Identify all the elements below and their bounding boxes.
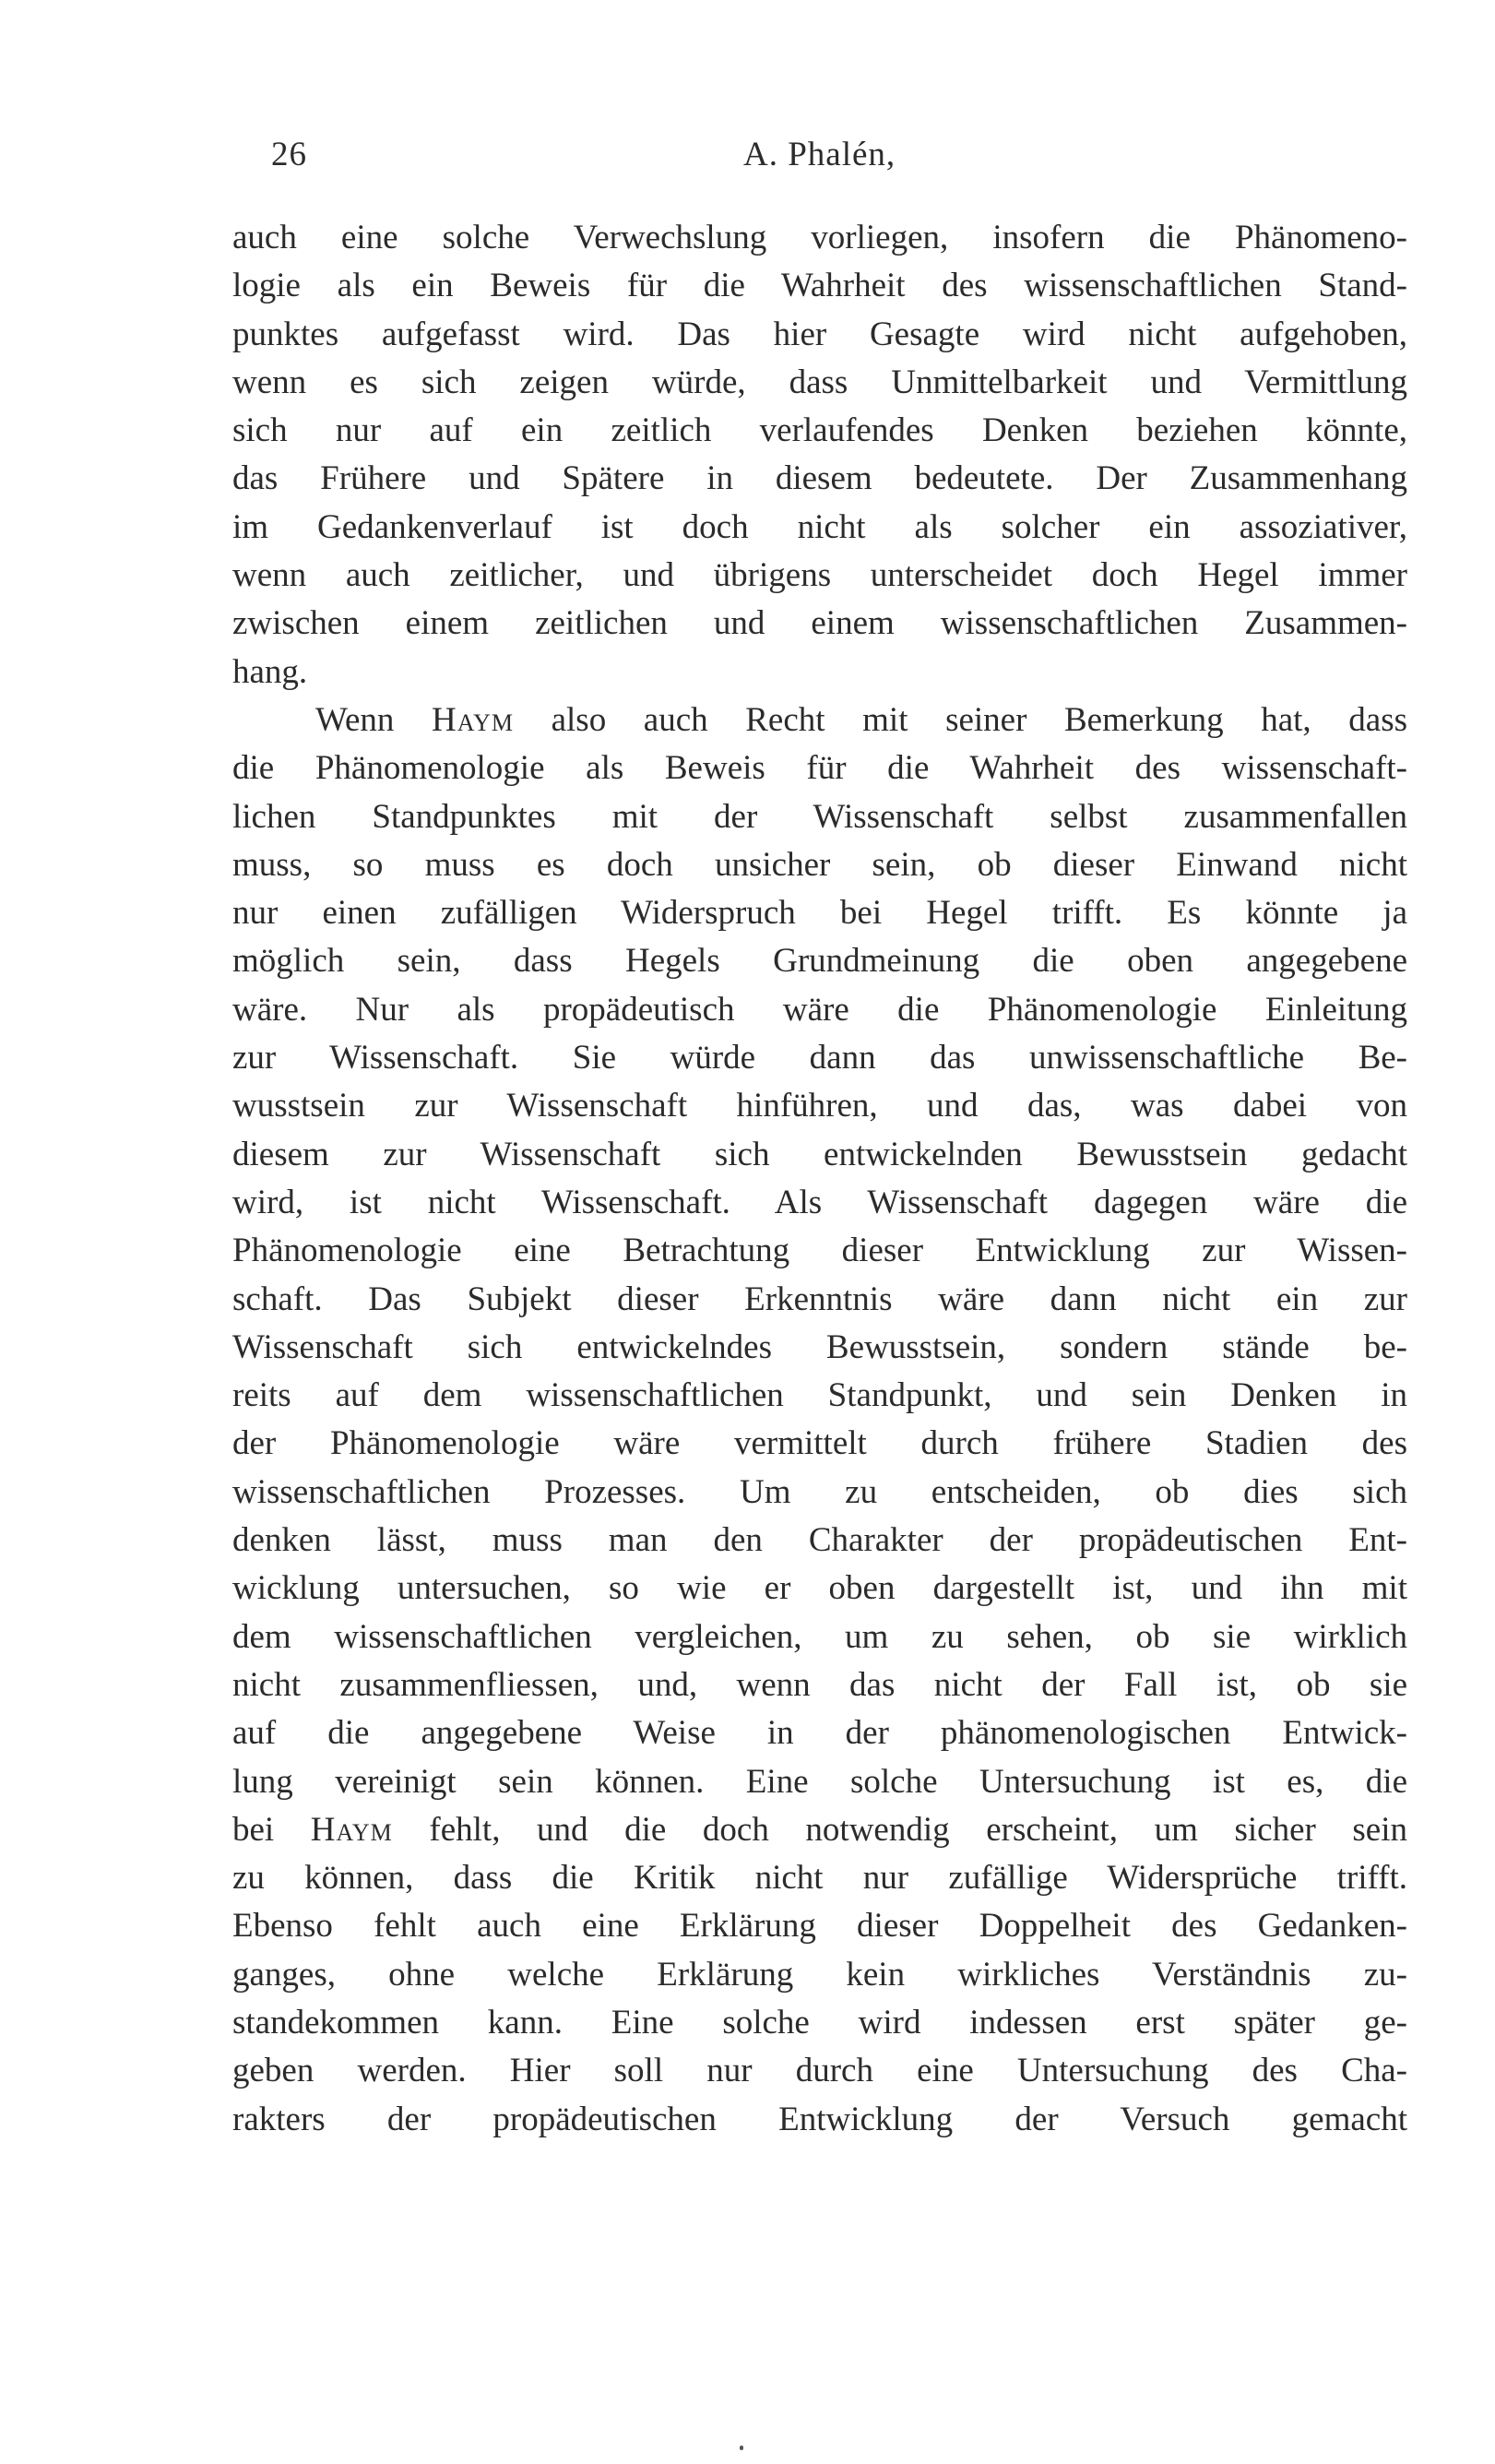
text-line: die Phänomenologie als Beweis für die Wahrheit des wissenschaft- <box>232 749 1407 788</box>
text-line <box>232 1806 1407 1854</box>
text-line: ganges, ohne welche Erklärung kein wirkliches Verständnis zu- <box>232 1955 1407 1994</box>
author-name-smallcaps: Haym <box>431 700 514 739</box>
text-line: auch eine solche Verwechslung vorliegen, insofern die Phänomeno- <box>232 219 1407 256</box>
text-line: wenn auch zeitlicher, und übrigens unterscheidet doch Hegel immer <box>232 556 1407 595</box>
text-line: Phänomenologie eine Betrachtung dieser Entwicklung zur Wissen- <box>232 1232 1407 1270</box>
text-line-segment: Wenn <box>315 700 432 739</box>
text-line: der Phänomenologie wäre vermittelt durch frühere Stadien des <box>232 1424 1407 1463</box>
text-line: im Gedankenverlauf ist doch nicht als solcher ein assoziativer, <box>232 507 1407 546</box>
text-line: dem wissenschaftlichen vergleichen, um zu sehen, ob sie wirklich <box>232 1617 1407 1656</box>
text-line: zu können, dass die Kritik nicht nur zufällige Widersprüche trifft. <box>232 1859 1407 1898</box>
text-line: wäre. Nur als propädeutisch wäre die Phänomenologie Einleitung <box>232 990 1407 1029</box>
text-line: wird, ist nicht Wissenschaft. Als Wissenschaft dagegen wäre die <box>232 1183 1407 1221</box>
running-head: A. Phalén, <box>743 136 896 173</box>
text-line: das Frühere und Spätere in diesem bedeutete. Der Zusammenhang <box>232 459 1407 498</box>
text-line: denken lässt, muss man den Charakter der propädeutischen Ent- <box>232 1521 1407 1560</box>
text-line: Wissenschaft sich entwickelndes Bewusstsein, sondern stände be- <box>232 1327 1407 1366</box>
author-name-smallcaps: Haym <box>310 1810 393 1849</box>
text-line: Ebenso fehlt auch eine Erklärung dieser Doppelheit des Gedanken- <box>232 1907 1407 1946</box>
text-line: reits auf dem wissenschaftlichen Standpunkt, und sein Denken in <box>232 1376 1407 1415</box>
text-line: rakters der propädeutischen Entwicklung der Versuch gemacht <box>232 2100 1407 2138</box>
text-line: wicklung untersuchen, so wie er oben dargestellt ist, und ihn mit <box>232 1569 1407 1608</box>
text-line: schaft. Das Subjekt dieser Erkenntnis wäre dann nicht ein zur <box>232 1280 1407 1318</box>
text-line: wissenschaftlichen Prozesses. Um zu entscheiden, ob dies sich <box>232 1472 1407 1511</box>
print-speck <box>740 2446 743 2450</box>
text-line: zwischen einem zeitlichen und einem wissenschaftlichen Zusammen- <box>232 604 1407 643</box>
body-text <box>232 214 1407 2144</box>
text-line: nicht zusammenfliessen, und, wenn das nicht der Fall ist, ob sie <box>232 1665 1407 1704</box>
text-line: lichen Standpunktes mit der Wissenschaft selbst zusammenfallen <box>232 797 1407 836</box>
text-line: lung vereinigt sein können. Eine solche Untersuchung ist es, die <box>232 1762 1407 1801</box>
page-header <box>232 127 1407 183</box>
text-line <box>232 696 1407 744</box>
text-line: muss, so muss es doch unsicher sein, ob dieser Einwand nicht <box>232 845 1407 884</box>
text-line: punktes aufgefasst wird. Das hier Gesagte wird nicht aufgehoben, <box>232 315 1407 353</box>
text-line: diesem zur Wissenschaft sich entwickelnden Bewusstsein gedacht <box>232 1135 1407 1173</box>
page-number: 26 <box>271 136 307 173</box>
text-line: möglich sein, dass Hegels Grundmeinung die oben angegebene <box>232 942 1407 981</box>
text-line: wenn es sich zeigen würde, dass Unmittelbarkeit und Vermittlung <box>232 363 1407 401</box>
text-line-segment: fehlt, und die doch notwendig erscheint, um sicher sein <box>392 1810 1408 1849</box>
text-line: zur Wissenschaft. Sie würde dann das unwissenschaftliche Be- <box>232 1039 1407 1077</box>
text-line-segment: bei <box>232 1810 311 1849</box>
text-line: standekommen kann. Eine solche wird indessen erst später ge- <box>232 2003 1407 2041</box>
text-line: wusstsein zur Wissenschaft hinführen, und das, was dabei von <box>232 1087 1407 1125</box>
text-line: sich nur auf ein zeitlich verlaufendes Denken beziehen könnte, <box>232 411 1407 450</box>
text-line: geben werden. Hier soll nur durch eine Untersuchung des Cha- <box>232 2052 1407 2090</box>
text-line-segment: also auch Recht mit seiner Bemerkung hat, dass <box>514 700 1407 739</box>
text-line: auf die angegebene Weise in der phänomenologischen Entwick- <box>232 1714 1407 1753</box>
text-line: logie als ein Beweis für die Wahrheit des wissenschaftlichen Stand- <box>232 267 1407 305</box>
text-line: nur einen zufälligen Widerspruch bei Hegel trifft. Es könnte ja <box>232 894 1407 933</box>
text-line: hang. <box>232 652 308 691</box>
